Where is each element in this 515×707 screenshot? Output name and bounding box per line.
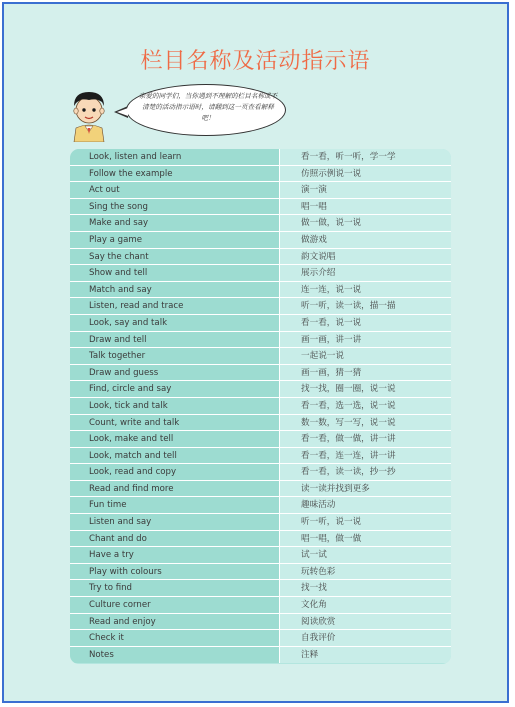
speech-bubble bbox=[112, 84, 288, 140]
table-row bbox=[70, 215, 451, 232]
chinese-meaning: 画一画，讲一讲 bbox=[280, 332, 451, 348]
english-term: Look, make and tell bbox=[70, 431, 280, 447]
table-row bbox=[70, 597, 451, 614]
table-row bbox=[70, 448, 451, 465]
table-row bbox=[70, 332, 451, 349]
table-row bbox=[70, 249, 451, 266]
english-term: Make and say bbox=[70, 215, 280, 231]
english-term: Draw and guess bbox=[70, 365, 280, 381]
chinese-meaning: 连一连，说一说 bbox=[280, 282, 451, 298]
english-term: Talk together bbox=[70, 348, 280, 364]
english-term: Try to find bbox=[70, 580, 280, 596]
table-row bbox=[70, 199, 451, 216]
english-term: Read and enjoy bbox=[70, 614, 280, 630]
table-row bbox=[70, 182, 451, 199]
english-term: Look, tick and talk bbox=[70, 398, 280, 414]
chinese-meaning: 自我评价 bbox=[280, 630, 451, 646]
table-row bbox=[70, 348, 451, 365]
table-row bbox=[70, 381, 451, 398]
english-term: Look, listen and learn bbox=[70, 149, 280, 165]
table-row bbox=[70, 265, 451, 282]
english-term: Listen and say bbox=[70, 514, 280, 530]
table-row bbox=[70, 514, 451, 531]
chinese-meaning: 文化角 bbox=[280, 597, 451, 613]
table-row bbox=[70, 315, 451, 332]
english-term: Show and tell bbox=[70, 265, 280, 281]
glossary-table bbox=[70, 149, 451, 664]
table-row bbox=[70, 398, 451, 415]
page-title: 栏目名称及活动指示语 bbox=[140, 49, 371, 74]
chinese-meaning: 读一读并找到更多 bbox=[280, 481, 451, 497]
chinese-meaning: 一起说一说 bbox=[280, 348, 451, 364]
table-row bbox=[70, 365, 451, 382]
table-row bbox=[70, 431, 451, 448]
table-row bbox=[70, 415, 451, 432]
english-term: Sing the song bbox=[70, 199, 280, 215]
english-term: Look, read and copy bbox=[70, 464, 280, 480]
table-row bbox=[70, 531, 451, 548]
table-row bbox=[70, 166, 451, 183]
table-row bbox=[70, 481, 451, 498]
table-row bbox=[70, 149, 451, 166]
english-term: Have a try bbox=[70, 547, 280, 563]
english-term: Follow the example bbox=[70, 166, 280, 182]
chinese-meaning: 找一找，圈一圈，说一说 bbox=[280, 381, 451, 397]
chinese-meaning: 听一听，读一读，描一描 bbox=[280, 298, 451, 314]
speech-bubble-text: 亲爱的同学们，当你遇到不理解的栏目名称或不清楚的活动指示语时，请翻到这一页查看解释吧！ bbox=[138, 92, 278, 122]
chinese-meaning: 试一试 bbox=[280, 547, 451, 563]
chinese-meaning: 注释 bbox=[280, 647, 451, 664]
chinese-meaning: 看一看，选一选，说一说 bbox=[280, 398, 451, 414]
english-term: Listen, read and trace bbox=[70, 298, 280, 314]
chinese-meaning: 做游戏 bbox=[280, 232, 451, 248]
chinese-meaning: 看一看，说一说 bbox=[280, 315, 451, 331]
english-term: Count, write and talk bbox=[70, 415, 280, 431]
english-term: Draw and tell bbox=[70, 332, 280, 348]
chinese-meaning: 做一做，说一说 bbox=[280, 215, 451, 231]
table-row bbox=[70, 580, 451, 597]
table-row bbox=[70, 647, 451, 664]
table-row bbox=[70, 547, 451, 564]
chinese-meaning: 展示介绍 bbox=[280, 265, 451, 281]
english-term: Read and find more bbox=[70, 481, 280, 497]
table-row bbox=[70, 614, 451, 631]
page-frame bbox=[2, 2, 509, 703]
table-row bbox=[70, 232, 451, 249]
chinese-meaning: 阅读欣赏 bbox=[280, 614, 451, 630]
chinese-meaning: 找一找 bbox=[280, 580, 451, 596]
chinese-meaning: 数一数，写一写，说一说 bbox=[280, 415, 451, 431]
chinese-meaning: 看一看，听一听，学一学 bbox=[280, 149, 451, 165]
table-row bbox=[70, 497, 451, 514]
english-term: Look, say and talk bbox=[70, 315, 280, 331]
table-row bbox=[70, 298, 451, 315]
chinese-meaning: 仿照示例说一说 bbox=[280, 166, 451, 182]
chinese-meaning: 看一看，做一做，讲一讲 bbox=[280, 431, 451, 447]
english-term: Notes bbox=[70, 647, 280, 664]
chinese-meaning: 唱一唱，做一做 bbox=[280, 531, 451, 547]
chinese-meaning: 看一看，连一连，讲一讲 bbox=[280, 448, 451, 464]
english-term: Play with colours bbox=[70, 564, 280, 580]
english-term: Culture corner bbox=[70, 597, 280, 613]
english-term: Check it bbox=[70, 630, 280, 646]
table-row bbox=[70, 564, 451, 581]
english-term: Find, circle and say bbox=[70, 381, 280, 397]
table-row bbox=[70, 282, 451, 299]
chinese-meaning: 看一看，读一读，抄一抄 bbox=[280, 464, 451, 480]
english-term: Fun time bbox=[70, 497, 280, 513]
chinese-meaning: 画一画，猜一猜 bbox=[280, 365, 451, 381]
table-row bbox=[70, 464, 451, 481]
chinese-meaning: 唱一唱 bbox=[280, 199, 451, 215]
chinese-meaning: 听一听，说一说 bbox=[280, 514, 451, 530]
english-term: Chant and do bbox=[70, 531, 280, 547]
table-row bbox=[70, 630, 451, 647]
english-term: Look, match and tell bbox=[70, 448, 280, 464]
chinese-meaning: 玩转色彩 bbox=[280, 564, 451, 580]
chinese-meaning: 演一演 bbox=[280, 182, 451, 198]
speech-bubble-tail-fill bbox=[117, 108, 128, 116]
chinese-meaning: 趣味活动 bbox=[280, 497, 451, 513]
english-term: Act out bbox=[70, 182, 280, 198]
boy-avatar-icon bbox=[66, 88, 112, 142]
english-term: Match and say bbox=[70, 282, 280, 298]
english-term: Play a game bbox=[70, 232, 280, 248]
english-term: Say the chant bbox=[70, 249, 280, 265]
chinese-meaning: 韵文说唱 bbox=[280, 249, 451, 265]
